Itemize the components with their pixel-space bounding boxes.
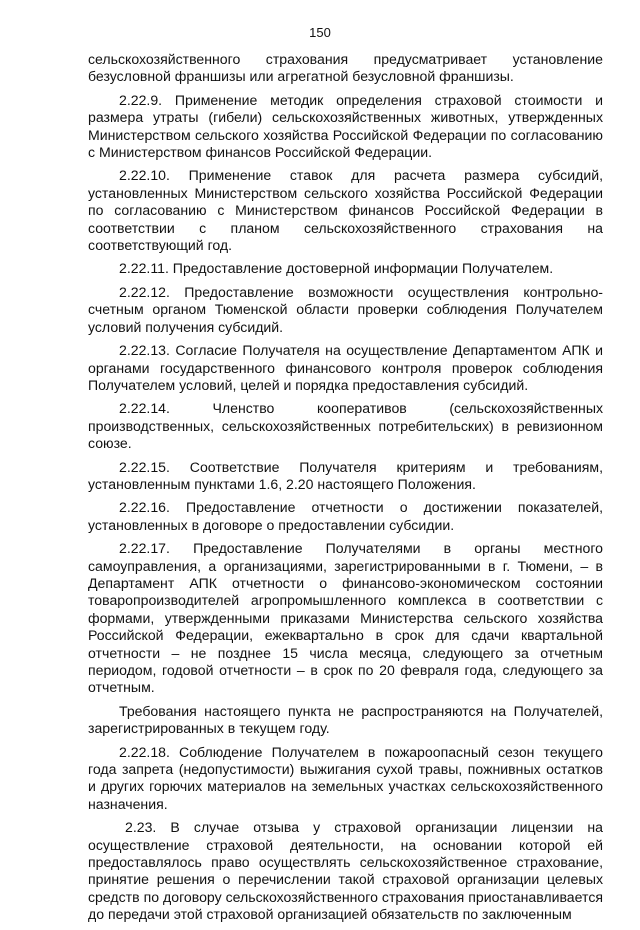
paragraph-2-22-15: 2.22.15. Соответствие Получателя критериям и требованиям, установленным пунктами 1.6, 2.20 настоящего Положения. (88, 458, 603, 492)
page-number: 150 (309, 25, 331, 40)
paragraph-2-23: 2.23. В случае отзыва у страховой организации лицензии на осуществление страховой деятельности, на основании которой ей предоставлялось право осуществлять сельскохозяйственное страхование, принятие решения о перечислении такой страховой организации целевых средств по договору сельскохозяйственного страхования приостанавливается до передачи этой страховой организацией обязательств по заключенным (88, 819, 603, 923)
paragraph-2-22-12: 2.22.12. Предоставление возможности осуществления контрольно-счетным органом Тюменской области проверки соблюдения Получателем условий получения субсидий. (88, 283, 603, 335)
paragraph-2-22-13: 2.22.13. Согласие Получателя на осуществление Департаментом АПК и органами государственного финансового контроля проверок соблюдения Получателем условий, целей и порядка предоставления субсидий. (88, 342, 603, 393)
paragraph-2-22-17: 2.22.17. Предоставление Получателями в органы местного самоуправления, а организациями, зарегистрированными в г. Тюмени, – в Департамент АПК отчетности о финансово-экономическом состоянии товаропроизводителей агропромышленного комплекса в соответствии с формами, утвержденными приказами Министерства сельского хозяйства Российской Федерации, ежеквартально в срок для сдачи квартальной отчетности – не позднее 15 числа месяца, следующего за отчетным периодом, годовой отчетности – в срок по 20 февраля года, следующего за отчетным. (88, 540, 603, 696)
paragraph-2-22-18: 2.22.18. Соблюдение Получателем в пожароопасный сезон текущего года запрета (недопустимости) выжигания сухой травы, пожнивных остатков и других горючих материалов на земельных участках сельскохозяйственного назначения. (88, 743, 603, 812)
paragraph-2-22-9: 2.22.9. Применение методик определения страховой стоимости и размера утраты (гибели) сельскохозяйственных животных, утвержденных Министерством сельского хозяйства Российской Федерации по согласованию с Министерством финансов Российской Федерации. (88, 91, 603, 161)
paragraph-continuation: сельскохозяйственного страхования предусматривает установление безусловной франшизы или агрегатной безусловной франшизы. (88, 51, 603, 85)
paragraph-2-22-16: 2.22.16. Предоставление отчетности о достижении показателей, установленных в договоре о предоставлении субсидии. (88, 499, 603, 533)
document-body (88, 51, 603, 930)
paragraph-requirements-note: Требования настоящего пункта не распространяются на Получателей, зарегистрированных в текущем году. (88, 702, 603, 737)
paragraph-2-22-11: 2.22.11. Предоставление достоверной информации Получателем. (119, 260, 554, 277)
paragraph-2-22-14: 2.22.14. Членство кооперативов (сельскохозяйственных производственных, сельскохозяйственных потребительских) в ревизионном союзе. (88, 400, 603, 452)
paragraph-2-22-10: 2.22.10. Применение ставок для расчета размера субсидий, установленных Министерством сельского хозяйства Российской Федерации по согласованию с Министерством финансов Российской Федерации в соответствии с планом сельскохозяйственного страхования на соответствующий год. (88, 167, 603, 254)
